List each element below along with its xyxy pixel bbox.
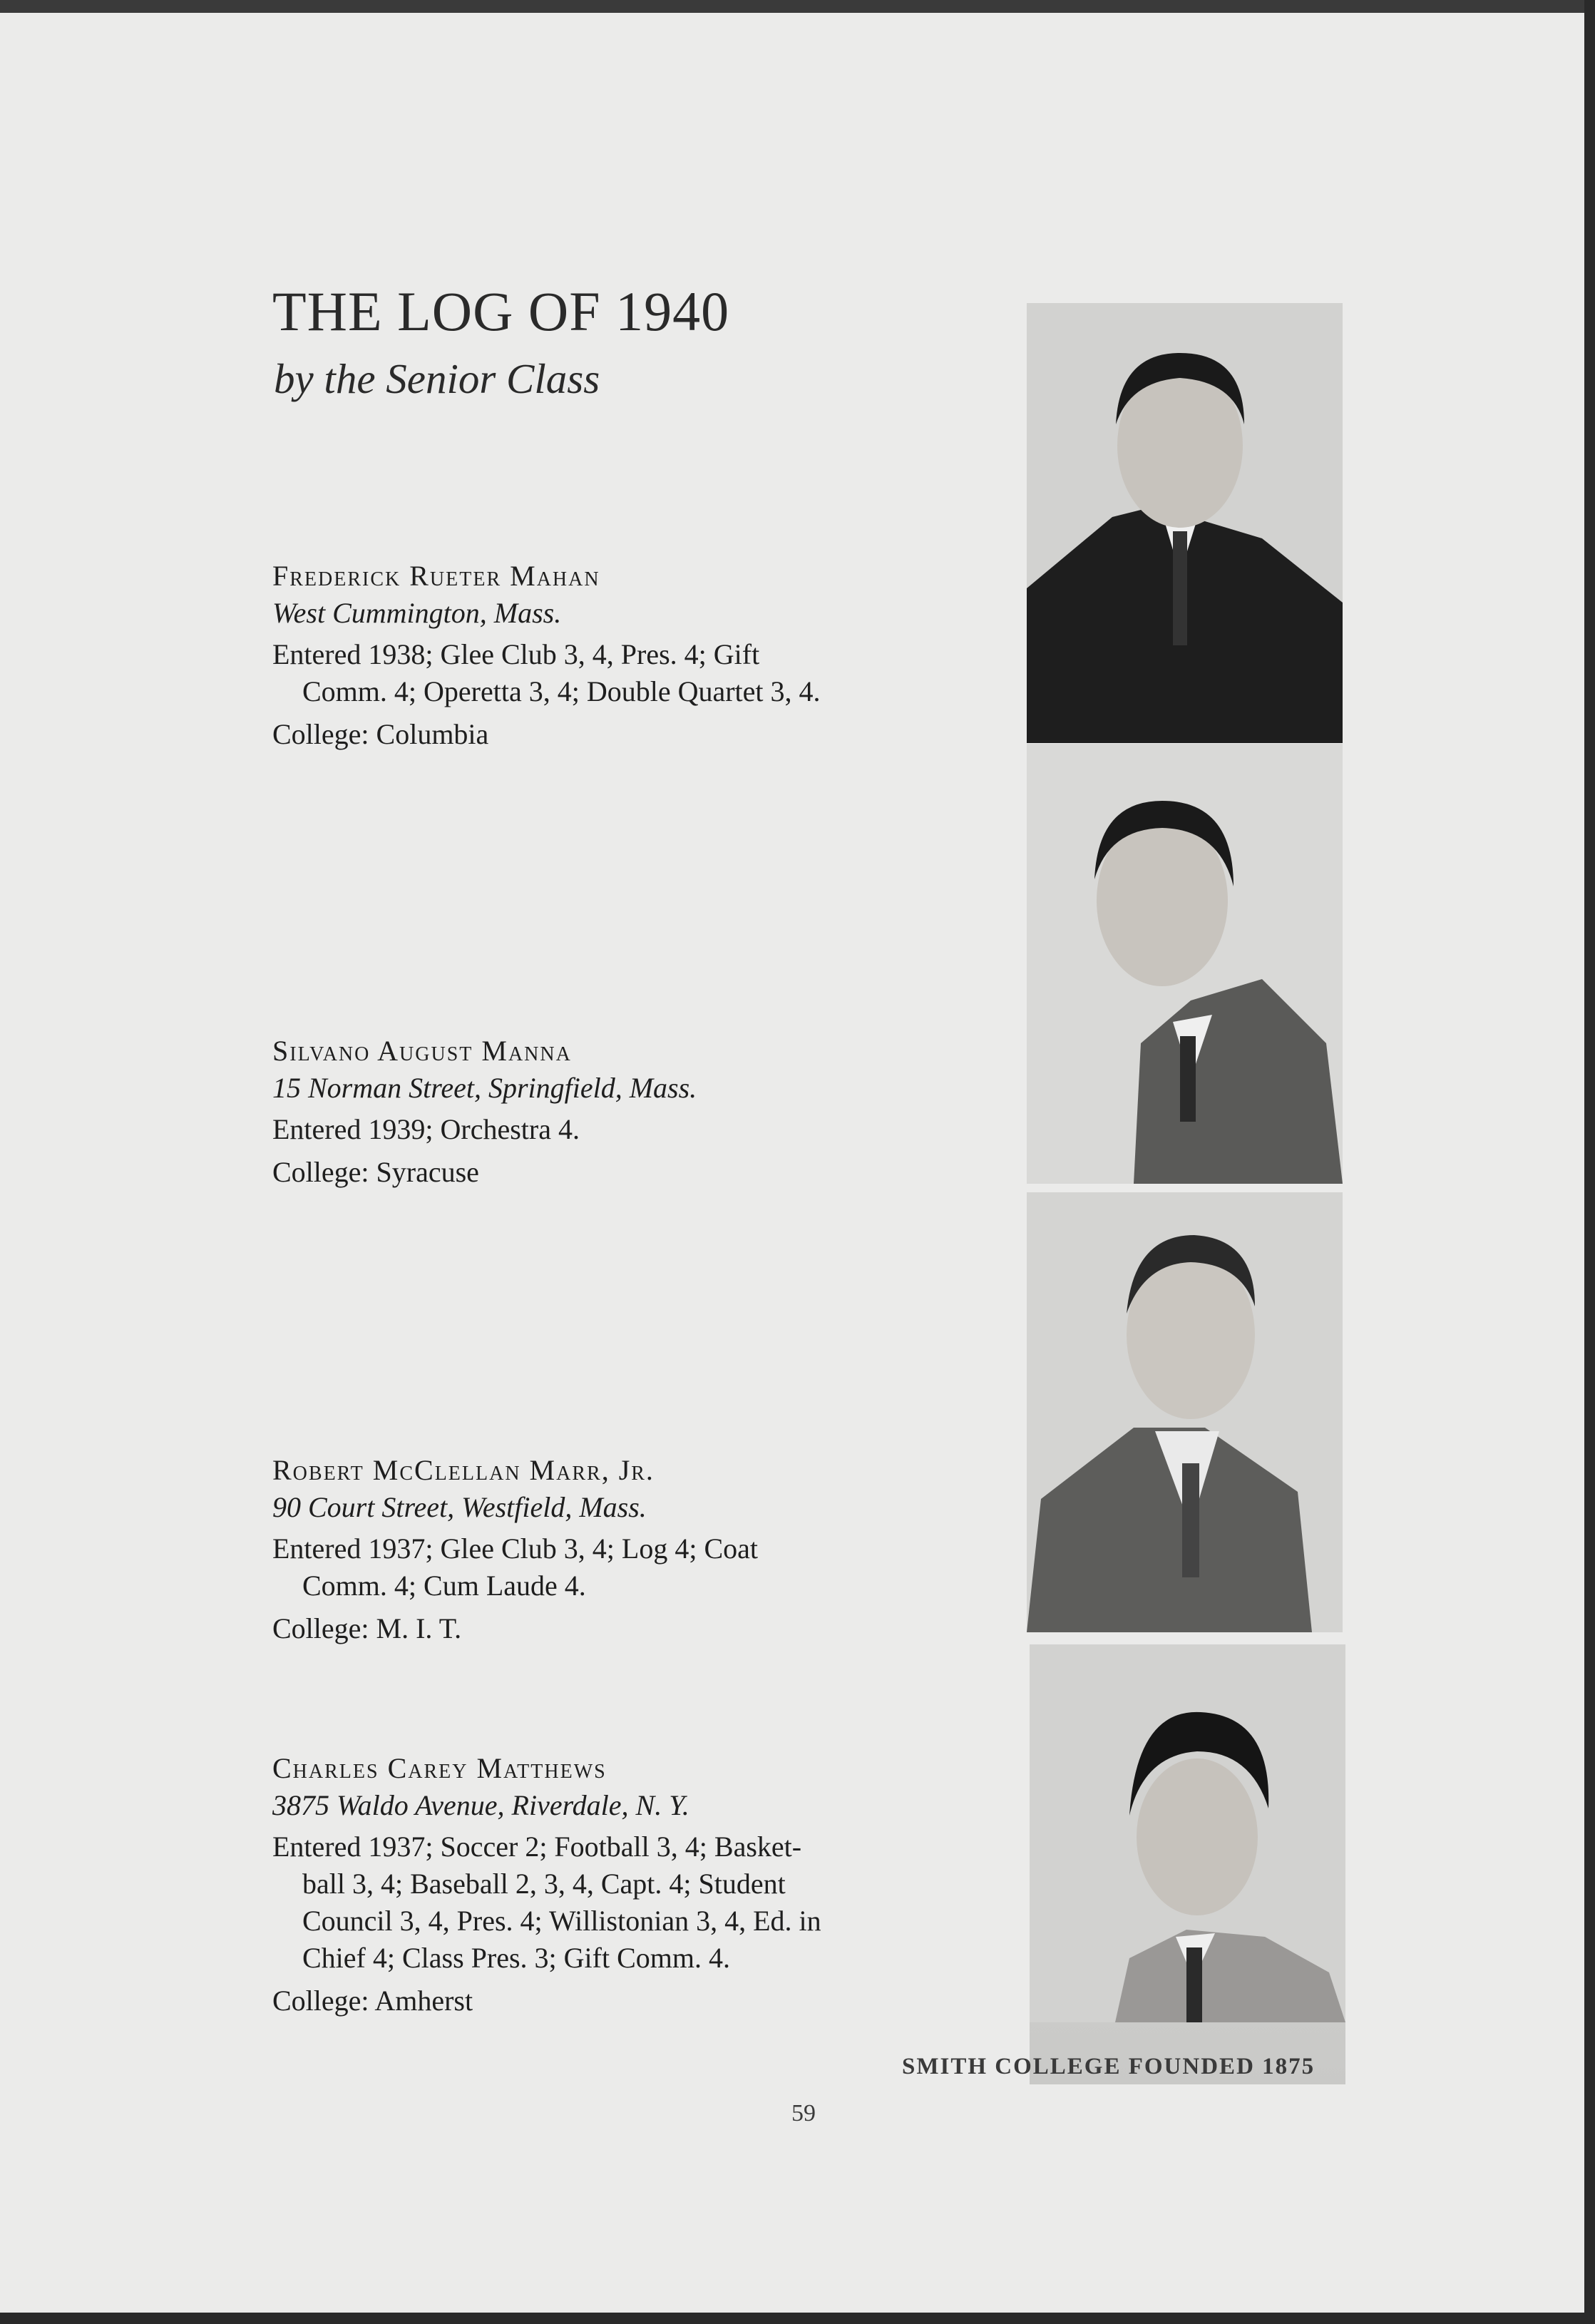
portrait-photo (1027, 303, 1343, 743)
student-address: West Cummington, Mass. (272, 597, 562, 629)
portrait-photo (1027, 744, 1343, 1184)
student-name: Robert McClellan Marr, Jr. (272, 1454, 655, 1486)
activities-line: Entered 1937; Soccer 2; Football 3, 4; Basket- (272, 1831, 802, 1863)
student-college: College: M. I. T. (272, 1612, 462, 1644)
student-college: College: Columbia (272, 718, 489, 750)
student-activities (272, 636, 914, 710)
senior-entry (272, 558, 914, 753)
student-address: 15 Norman Street, Springfield, Mass. (272, 1072, 697, 1104)
activities-line: ball 3, 4; Baseball 2, 3, 4, Capt. 4; Student (302, 1868, 786, 1900)
activities-line: Chief 4; Class Pres. 3; Gift Comm. 4. (302, 1942, 730, 1974)
page-title: THE LOG OF 1940 (272, 280, 730, 342)
activities-line: Entered 1937; Glee Club 3, 4; Log 4; Coat (272, 1532, 758, 1565)
activities-line: Comm. 4; Operetta 3, 4; Double Quartet 3, 4. (302, 675, 821, 707)
student-activities (272, 1828, 914, 1977)
scan-edge-bottom (0, 2313, 1595, 2324)
student-activities (272, 1111, 914, 1148)
footer-advertisement: SMITH COLLEGE FOUNDED 1875 (902, 2054, 1316, 2079)
student-name: Charles Carey Matthews (272, 1752, 607, 1784)
page-number: 59 (791, 2100, 816, 2126)
student-college: College: Amherst (272, 1985, 473, 2017)
student-address: 3875 Waldo Avenue, Riverdale, N. Y. (272, 1789, 689, 1821)
student-address: 90 Court Street, Westfield, Mass. (272, 1491, 647, 1523)
student-name: Silvano August Manna (272, 1035, 572, 1067)
student-activities (272, 1530, 914, 1604)
scan-edge (1584, 0, 1595, 2324)
activities-line: Council 3, 4, Pres. 4; Willistonian 3, 4, Ed. in (302, 1905, 821, 1937)
senior-entry (272, 1033, 914, 1191)
student-name: Frederick Rueter Mahan (272, 560, 600, 592)
student-college: College: Syracuse (272, 1156, 479, 1188)
portrait-photo (1030, 1644, 1345, 2084)
activities-line: Entered 1938; Glee Club 3, 4, Pres. 4; Gift (272, 638, 760, 670)
activities-line: Entered 1939; Orchestra 4. (272, 1113, 580, 1145)
activities-line: Comm. 4; Cum Laude 4. (302, 1570, 586, 1602)
page-subtitle: by the Senior Class (274, 355, 600, 402)
portrait-photo (1027, 1192, 1343, 1632)
senior-entry (272, 1452, 914, 1647)
senior-entry (272, 1750, 914, 2020)
